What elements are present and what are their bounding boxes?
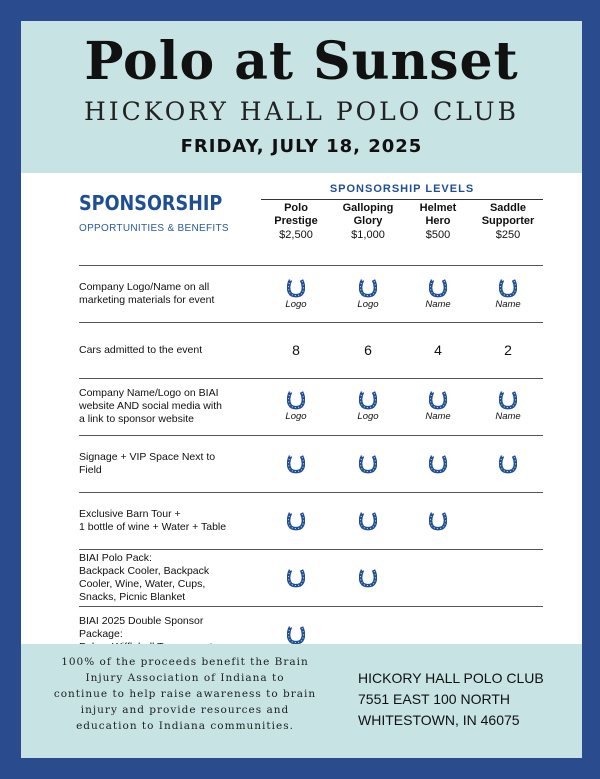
benefit-cell: [403, 454, 473, 474]
horseshoe-icon: [359, 390, 377, 410]
benefit-type: Name: [425, 411, 451, 422]
benefit-label-line: BIAI Polo Pack:: [79, 551, 152, 564]
horseshoe-icon: [429, 454, 447, 474]
statement-line: Injury Association of Indiana to: [85, 672, 285, 684]
address-line: HICKORY HALL POLO CLUB: [358, 670, 544, 686]
sponsorship-subheading: OPPORTUNITIES & BENEFITS: [79, 223, 229, 234]
footer-panel: [21, 644, 582, 758]
club-address: [358, 668, 578, 731]
benefit-value: 2: [504, 342, 512, 358]
club-name: HICKORY HALL POLO CLUB: [84, 97, 519, 126]
benefit-value: 6: [364, 342, 372, 358]
benefit-label-line: Cars admitted to the event: [79, 343, 203, 356]
benefit-cell: [261, 454, 331, 474]
proceeds-statement: [37, 654, 333, 734]
table-divider: [79, 606, 543, 607]
benefit-type: Logo: [357, 298, 379, 310]
benefit-cell: [473, 341, 543, 360]
levels-divider: [261, 199, 543, 200]
benefit-cell: [403, 278, 473, 311]
benefit-label-line: Field: [79, 463, 102, 476]
horseshoe-icon: [359, 454, 377, 474]
horseshoe-icon: [499, 278, 517, 298]
benefit-cell: [261, 625, 331, 645]
benefit-cell: [473, 390, 543, 423]
benefit-label-line: website AND social media with: [79, 400, 222, 412]
benefit-cell: [261, 341, 331, 360]
benefit-cell: [333, 568, 403, 588]
horseshoe-icon: [287, 625, 305, 645]
benefit-label: [79, 552, 259, 604]
benefit-label: [79, 451, 259, 477]
benefit-cell: [261, 390, 331, 423]
level-header: [261, 202, 331, 242]
benefit-label-line: Company Name/Logo on BIAI: [79, 387, 219, 399]
level-name-line2: Glory: [353, 215, 383, 227]
statement-line: continue to help raise awareness to brain: [53, 688, 317, 700]
benefit-value: 4: [434, 342, 442, 358]
horseshoe-icon: [499, 454, 517, 474]
level-header: [473, 202, 543, 242]
address-line: 7551 EAST 100 NORTH: [358, 691, 511, 707]
benefit-cell: [333, 390, 403, 423]
horseshoe-icon: [359, 568, 377, 588]
benefit-cell: [261, 278, 331, 311]
benefit-type: Name: [495, 411, 521, 422]
benefit-cell: [403, 341, 473, 360]
benefit-cell: [261, 511, 331, 531]
table-divider: [79, 492, 543, 493]
benefit-label-line: BIAI 2025 Double Sponsor: [79, 615, 204, 627]
level-header: [333, 202, 403, 242]
horseshoe-icon: [287, 511, 305, 531]
benefit-label-line: Cooler, Wine, Water, Cups,: [79, 577, 206, 590]
table-divider: [79, 322, 543, 323]
level-name-line1: Polo: [284, 202, 308, 214]
address-line: WHITESTOWN, IN 46075: [358, 712, 520, 728]
benefit-label-line: Package:: [79, 628, 123, 640]
header-panel: [21, 21, 582, 173]
horseshoe-icon: [287, 278, 305, 298]
benefit-cell: [333, 341, 403, 360]
benefit-cell: [473, 454, 543, 474]
flyer-page: [21, 21, 582, 758]
horseshoe-icon: [287, 568, 305, 588]
benefit-cell: [333, 511, 403, 531]
statement-line: education to Indiana communities.: [76, 720, 294, 732]
level-name-line1: Galloping: [342, 202, 394, 214]
event-title: Polo at Sunset: [84, 31, 519, 92]
level-name-line2: Hero: [425, 215, 451, 227]
benefit-cell: [473, 278, 543, 311]
benefit-cell: [261, 568, 331, 588]
statement-line: injury and provide resources and: [80, 704, 290, 716]
horseshoe-icon: [287, 454, 305, 474]
table-divider: [79, 549, 543, 550]
horseshoe-icon: [359, 278, 377, 298]
benefit-label-line: marketing materials for event: [79, 294, 215, 306]
benefit-label-line: a link to sponsor website: [79, 413, 194, 425]
benefit-type: Logo: [285, 411, 307, 422]
table-divider: [79, 435, 543, 436]
level-name-line1: Saddle: [489, 202, 527, 214]
level-price: $250: [495, 229, 521, 241]
horseshoe-icon: [429, 511, 447, 531]
horseshoe-icon: [429, 278, 447, 298]
benefit-cell: [403, 511, 473, 531]
sponsorship-heading: SPONSORSHIP: [79, 191, 223, 215]
levels-heading: SPONSORSHIP LEVELS: [329, 183, 475, 195]
benefit-label-line: Backpack Cooler, Backpack: [79, 564, 210, 577]
statement-line: 100% of the proceeds benefit the Brain: [61, 656, 309, 668]
benefit-label-line: Company Logo/Name on all: [79, 281, 210, 293]
benefit-label: [79, 281, 259, 307]
level-price: $500: [425, 229, 451, 241]
horseshoe-icon: [429, 390, 447, 410]
level-header: [403, 202, 473, 242]
benefit-value: 8: [292, 342, 300, 358]
benefit-type: Logo: [285, 298, 307, 310]
benefit-label: [79, 344, 259, 357]
horseshoe-icon: [359, 511, 377, 531]
benefit-type: Name: [495, 298, 521, 310]
benefit-label: [79, 387, 259, 426]
level-price: $1,000: [351, 229, 385, 241]
benefit-label: [79, 508, 259, 534]
benefit-label-line: Exclusive Barn Tour +: [79, 507, 181, 520]
benefit-cell: [333, 454, 403, 474]
level-price: $2,500: [279, 229, 313, 241]
benefit-cell: [403, 390, 473, 423]
table-divider: [79, 378, 543, 379]
benefit-label-line: Snacks, Picnic Blanket: [79, 590, 186, 603]
table-divider: [79, 265, 543, 266]
horseshoe-icon: [287, 390, 305, 410]
level-name-line2: Supporter: [481, 215, 535, 227]
benefit-type: Logo: [357, 411, 379, 422]
horseshoe-icon: [499, 390, 517, 410]
benefit-type: Name: [425, 298, 451, 310]
level-name-line1: Helmet: [419, 202, 457, 214]
benefit-label-line: Signage + VIP Space Next to: [79, 450, 216, 463]
benefit-label-line: 1 bottle of wine + Water + Table: [79, 520, 227, 533]
event-date: FRIDAY, JULY 18, 2025: [180, 136, 423, 157]
benefit-cell: [333, 278, 403, 311]
level-name-line2: Prestige: [274, 215, 318, 227]
